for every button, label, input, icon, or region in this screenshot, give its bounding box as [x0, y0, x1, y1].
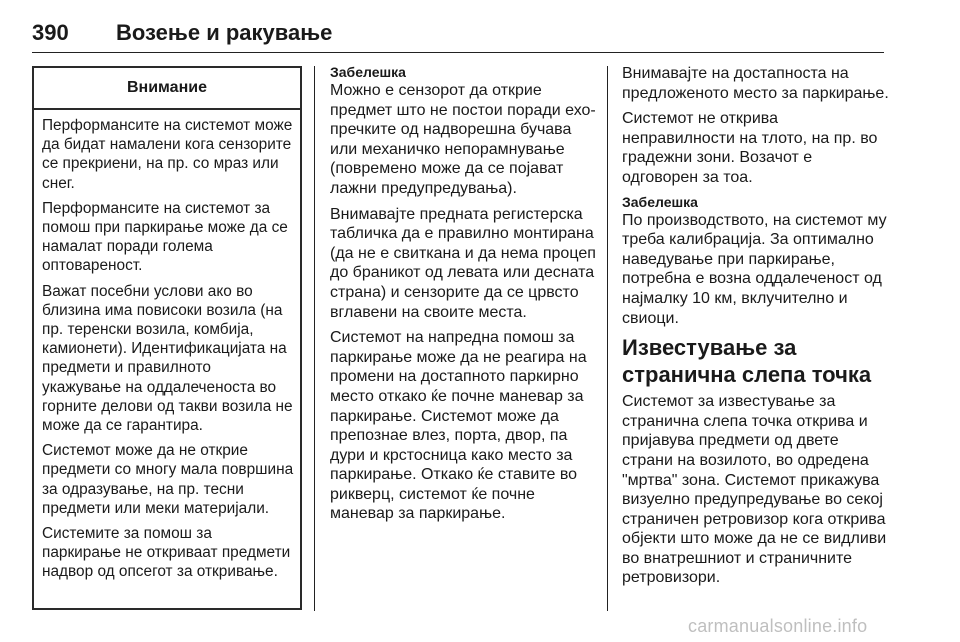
- note-label: Забелешка: [622, 193, 698, 210]
- page-number: 390: [32, 20, 69, 45]
- warning-paragraph: Системот може да не открие предмети со многу мала површина за одразување, на пр. тесни предмети или меки материјали.: [42, 442, 294, 517]
- note-label: Забелешка: [330, 64, 406, 80]
- warning-paragraph: Перформансите на системот за помош при паркирање може да се намалат поради голема оптовареност.: [42, 199, 288, 275]
- page-header: [32, 16, 884, 53]
- note-paragraph: Можно е сензорот да открие предмет што не постои поради ехо-пречките од надворешна бучава или механичко непорамнување (повремено може да се појават лажни предупредувања).: [330, 82, 596, 197]
- watermark: carmanualsonline.info: [688, 616, 868, 636]
- column-divider: [314, 66, 315, 611]
- warning-paragraph: Системите за помош за паркирање не откриваат предмети надвор од опсегот за откривање.: [42, 525, 291, 581]
- blind-spot-heading: Известување за странична слепа точка: [622, 335, 872, 388]
- body-paragraph: Внимавајте предната регистерска табличка да е правилно монтирана (да не е свиткана и да нема процеп до браникот од левата или десната страна) и сензорите да се црвсто вглавени на своите места.: [330, 205, 596, 321]
- middle-column: [330, 64, 598, 530]
- body-paragraph: Внимавајте на достапноста на предложеното место за паркирање.: [622, 65, 889, 102]
- body-paragraph: Системот за известување за странична слепа точка открива и пријавува предмети од двете страни на возилото, во одредена "мртва" зона. Системот прикажува визуелно предупредување во секој страничен ретровизор кога открива објекти што може да не се видливи во внатрешниот и страничните ретровизори.: [622, 393, 887, 587]
- warning-paragraph: Перформансите на системот може да бидат намалени кога сензорите се прекриени, на пр. со мраз или снег.: [42, 117, 293, 192]
- right-column: [622, 64, 892, 594]
- warning-box: [32, 66, 302, 610]
- body-paragraph: Системот не открива неправилности на тлото, на пр. во градежни зони. Возачот е одговорен за тоа.: [622, 110, 878, 186]
- column-divider: [607, 66, 608, 611]
- note-paragraph: По производството, на системот му треба калибрација. За оптимално наведување при паркирање, потребна е возна оддалеченост од најмалку 10 км, вклучително и свиоци.: [622, 211, 887, 327]
- section-title: Возење и ракување: [116, 20, 333, 45]
- body-paragraph: Системот на напредна помош за паркирање може да не реагира на промени на достапното паркирно место откако ќе почне маневар за паркирање. Системот може да препознае влез, порта, двор, па дури и крстосница како место за паркирање. Откако ќе ставите во рикверц, системот ќе почне маневар за паркирање.: [330, 329, 587, 523]
- warning-title: Внимание: [34, 68, 300, 110]
- warning-paragraph: Важат посебни услови ако во близина има повисоки возила (на пр. теренски возила, комбија, камионети). Идентификацијата на предмети и правилното укажување на оддалеченоста во горните делови од такви возила не може да се гарантира.: [42, 282, 293, 435]
